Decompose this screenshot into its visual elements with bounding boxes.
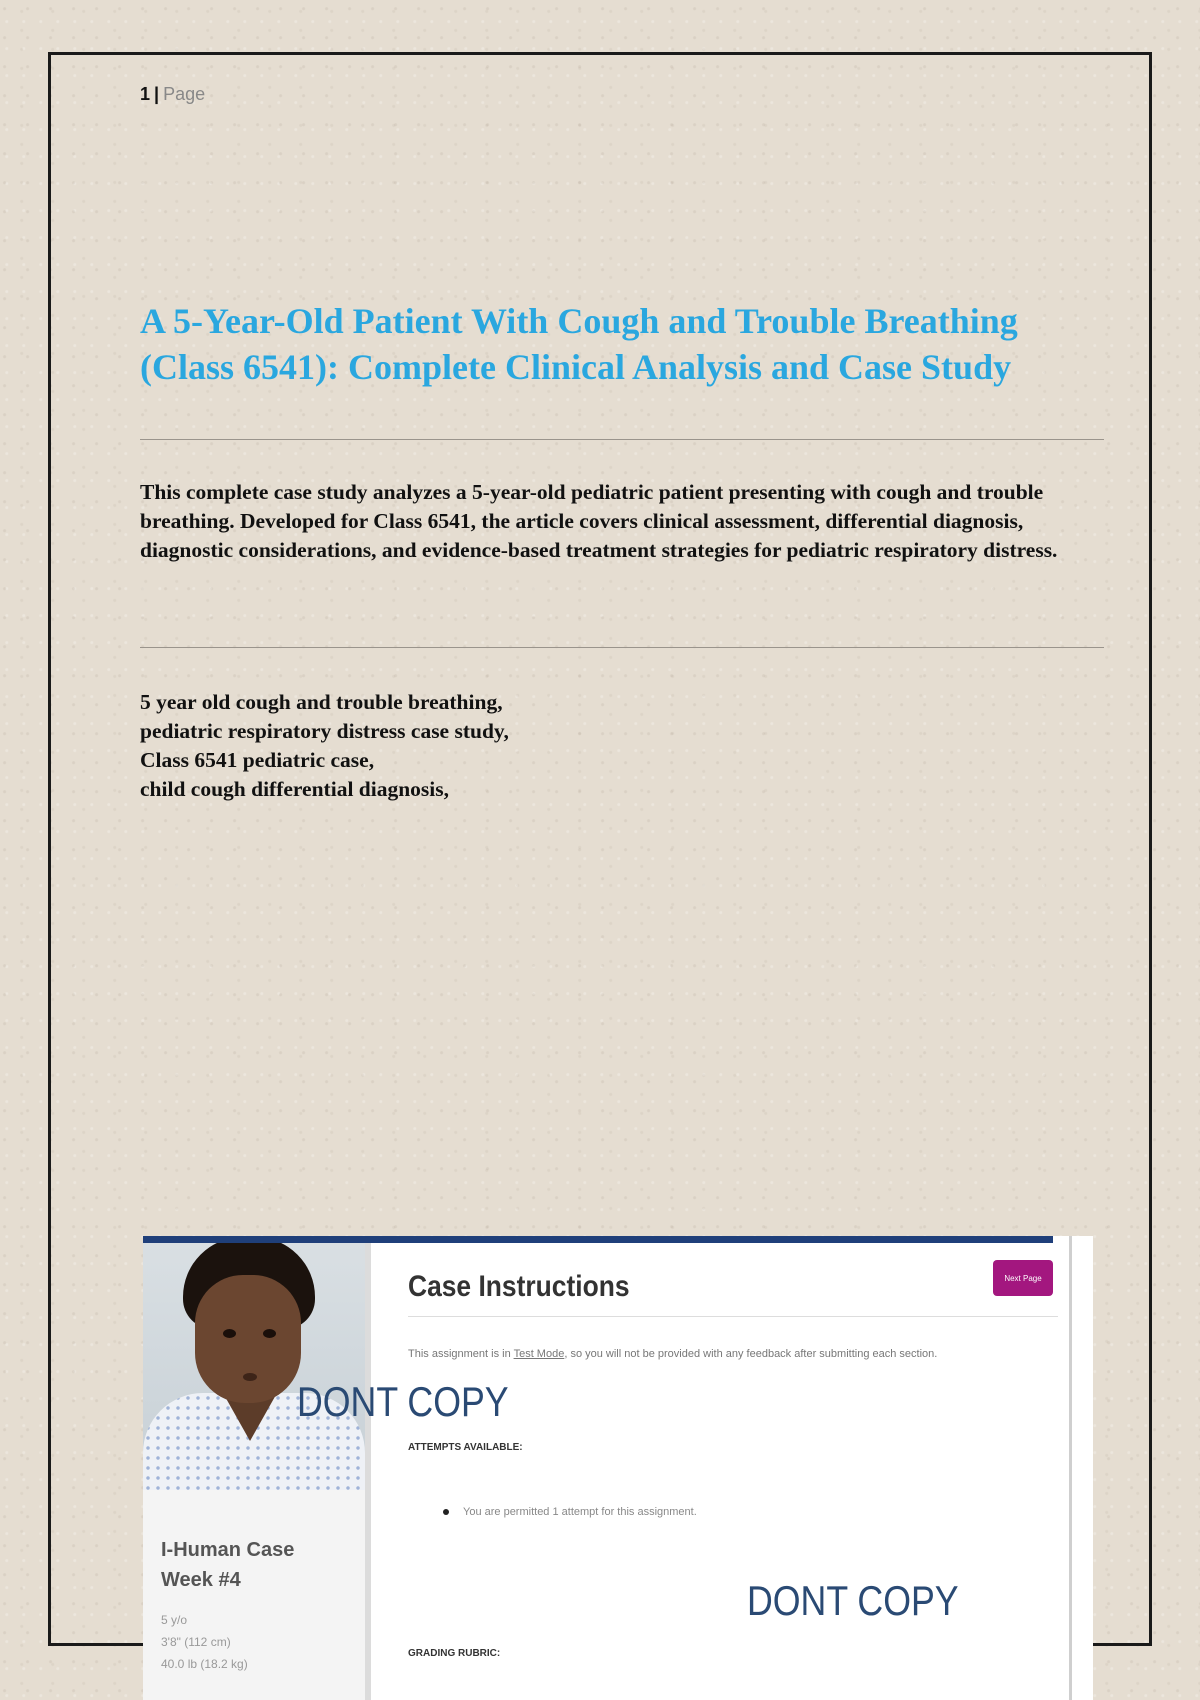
divider-top (140, 439, 1104, 440)
bullet-icon (443, 1509, 449, 1515)
attempts-heading: ATTEMPTS AVAILABLE: (408, 1442, 523, 1453)
patient-sidebar (143, 1243, 371, 1700)
keyword-item: pediatric respiratory distress case study, (140, 719, 509, 743)
patient-height: 3'8" (112 cm) (161, 1635, 231, 1649)
watermark: DONT COPY (747, 1577, 959, 1624)
keyword-item: Class 6541 pediatric case, (140, 748, 375, 772)
page-number-value: 1 (140, 84, 151, 104)
screenshot-scrollbar (1069, 1236, 1072, 1700)
patient-case-name: I-Human Case Week #4 (161, 1539, 295, 1591)
page-number-separator: | (154, 84, 160, 104)
test-mode-link[interactable]: Test Mode (513, 1348, 565, 1360)
page-number-label: Page (163, 84, 206, 104)
keyword-list (140, 688, 840, 804)
patient-age: 5 y/o (161, 1613, 188, 1627)
attempts-bullet: You are permitted 1 attempt for this assignment. (443, 1506, 697, 1518)
case-instructions-title: Case Instructions (408, 1270, 630, 1303)
embedded-case-screenshot (143, 1236, 1093, 1700)
next-page-button[interactable]: Next Page (993, 1260, 1053, 1296)
test-mode-notice: This assignment is in Test Mode, so you will not be provided with any feedback after submitting each section. (408, 1348, 938, 1360)
patient-avatar (143, 1243, 365, 1490)
divider-bottom (140, 647, 1104, 648)
grading-rubric-heading: GRADING RUBRIC: (408, 1648, 501, 1659)
document-title: A 5-Year-Old Patient With Cough and Trouble Breathing (Class 6541): Complete Clinical Analysis and Case Study (140, 301, 1018, 387)
keyword-item: child cough differential diagnosis, (140, 777, 450, 801)
watermark: DONT COPY (297, 1378, 509, 1425)
case-instructions-divider (408, 1316, 1058, 1317)
screenshot-top-bar (143, 1236, 1053, 1243)
patient-weight: 40.0 lb (18.2 kg) (161, 1657, 248, 1671)
keyword-item: 5 year old cough and trouble breathing, (140, 690, 503, 714)
page-number (140, 84, 205, 105)
summary-paragraph: This complete case study analyzes a 5-year-old pediatric patient presenting with cough and trouble breathing. Developed for Class 6541, the article covers clinical assessment, differential diagnosis, diagnostic considerations, and evidence-based treatment strategies for pediatric respiratory distress. (140, 480, 1058, 562)
